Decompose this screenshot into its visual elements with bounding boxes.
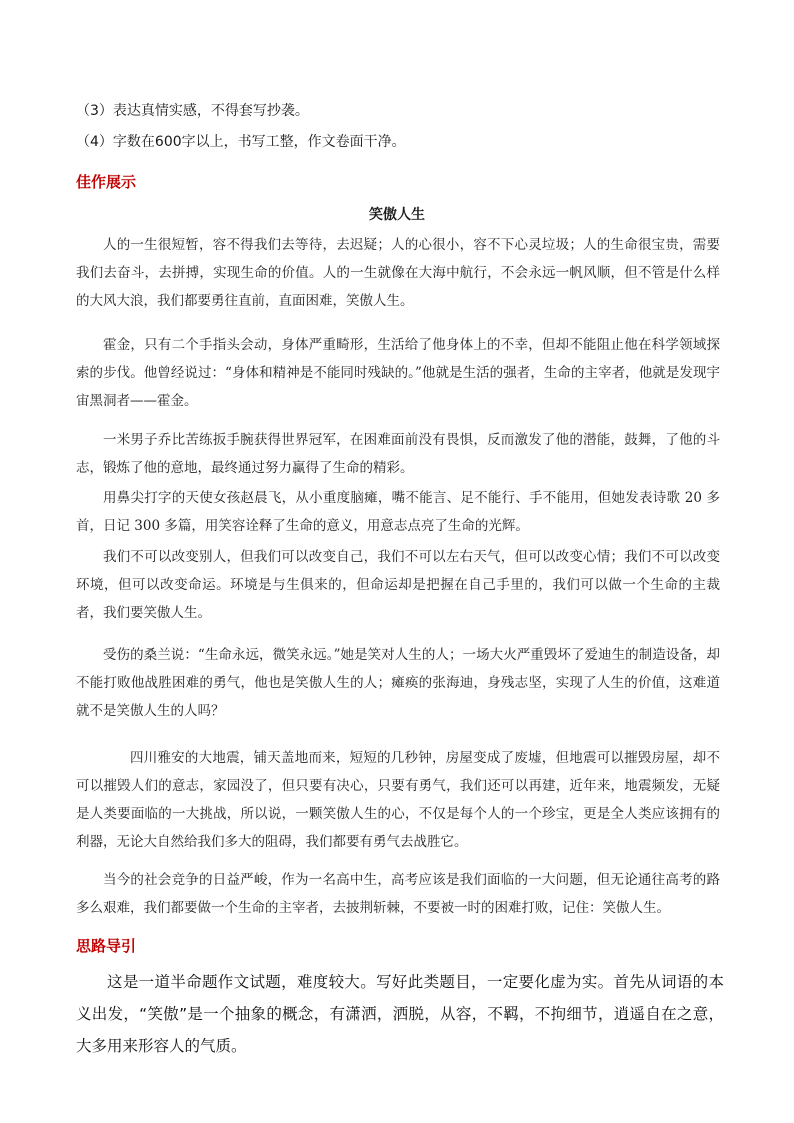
essay-paragraph-7: 四川雅安的大地震，铺天盖地而来，短短的几秒钟，房屋变成了废墟，但地震可以摧毁房屋，却不可以摧毁人们的意志，家园没了，但只要有决心，只要有勇气，我们还可以再建，近年来，地震频发，无疑是人类要面临的一大挑战，所以说，一颗笑傲人生的心，不仅是每个人的一个珍宝，更是全人类应该拥有的利器，无论大自然给我们多大的阻碍，我们都要有勇气去战胜它。: [76, 750, 720, 850]
essay-paragraph-6: 受伤的桑兰说：“生命永远，微笑永远。”她是笑对人生的人；一场大火严重毁坏了爱迪生的制造设备，却不能打败他战胜困难的勇气，他也是笑傲人生的人；瘫痪的张海迪，身残志坚，实现了人生的价值，这难道就不是笑傲人生的人吗？: [76, 647, 720, 719]
essay-paragraph-5: 我们不可以改变别人，但我们可以改变自己，我们不可以左右天气，但可以改变心情；我们不可以改变环境，但可以改变命运。环境是与生俱来的，但命运却是把握在自己手里的，我们可以做一个生命的主裁者，我们要笑傲人生。: [76, 549, 720, 621]
essay-paragraph-8: 当今的社会竞争的日益严峻，作为一名高中生，高考应该是我们面临的一大问题，但无论通往高考的路多么艰难，我们都要做一个生命的主宰者，去披荆斩棘，不要被一时的困难打败，记住：笑傲人生。: [76, 872, 720, 916]
requirement-4: （4）字数在600字以上，书写工整，作文卷面干净。: [76, 134, 406, 150]
essay-paragraph-2: 霍金，只有二个手指头会动，身体严重畸形，生活给了他身体上的不幸，但却不能阻止他在科学领域探索的步伐。他曾经说过：“身体和精神是不能同时残缺的。”他就是生活的强者，生命的主宰者，他就是发现宇宙黑洞者——霍金。: [76, 337, 720, 409]
essay-paragraph-1: 人的一生很短暂，容不得我们去等待，去迟疑；人的心很小，容不下心灵垃圾；人的生命很宝贵，需要我们去奋斗，去拼搏，实现生命的价值。人的一生就像在大海中航行，不会永远一帆风顺，但不管是什么样的大风大浪，我们都要勇往直前，直面困难，笑傲人生。: [76, 237, 720, 309]
showcase-heading: 佳作展示: [76, 173, 137, 191]
essay-paragraph-4: 用鼻尖打字的天使女孩赵晨飞，从小重度脑瘫，嘴不能言、足不能行、手不能用，但她发表诗歌 20 多首，日记 300 多篇，用笑容诠释了生命的意义，用意志点亮了生命的光辉。: [76, 490, 720, 534]
essay-paragraph-3: 一米男子乔比苦练扳手腕获得世界冠军，在困难面前没有畏惧，反而激发了他的潜能，鼓舞，了他的斗志，锻炼了他的意地，最终通过努力赢得了生命的精彩。: [76, 432, 720, 476]
essay-title: 笑傲人生: [369, 207, 425, 223]
guide-paragraph: 这是一道半命题作文试题，难度较大。写好此类题目，一定要化虚为实。首先从词语的本义出发，“笑傲”是一个抽象的概念，有潇洒，洒脱，从容，不羁，不拘细节，逍遥自在之意，大多用来形容人的气质。: [76, 973, 724, 1055]
guide-heading: 思路导引: [76, 937, 137, 955]
requirement-3: （3）表达真情实感，不得套写抄袭。: [76, 103, 309, 119]
